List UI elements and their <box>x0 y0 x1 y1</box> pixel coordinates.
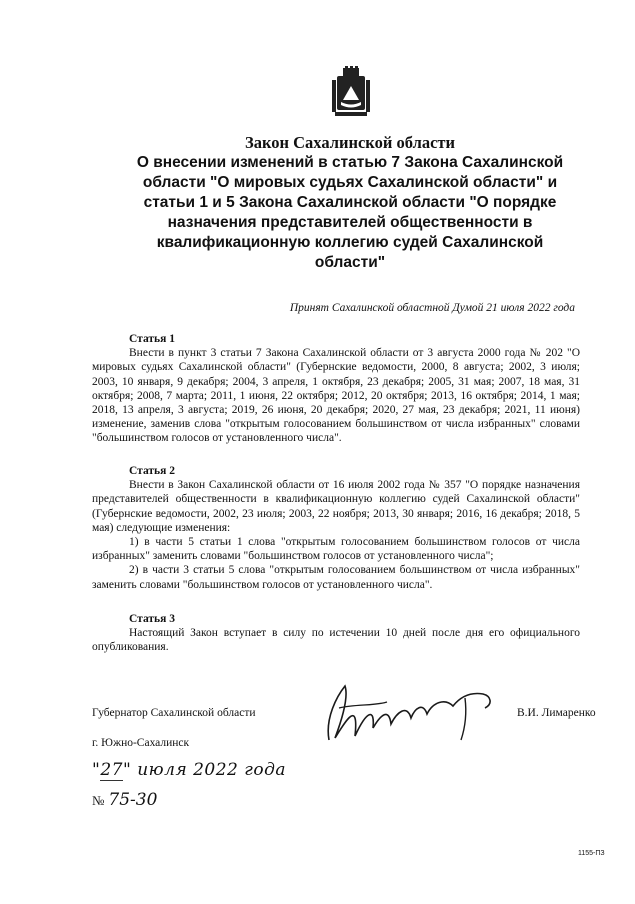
article-1 <box>92 332 580 446</box>
article-paragraph: Внести в Закон Сахалинской области от 16 июля 2002 года № 357 "О порядке назначения представителей общественности в квалификационную коллегию судей Сахалинской области" (Губернские ведомости, 2002, 23 июля; 2003, 22 ноября; 2013, 30 января; 2016, 16 декабря; 2018, 5 мая) следующие изменения: <box>92 479 580 534</box>
article-heading: Статья 2 <box>129 465 175 477</box>
article-paragraph: Настоящий Закон вступает в силу по истечении 10 дней после дня его официального опубликования. <box>92 627 580 654</box>
governor-position: Губернатор Сахалинской области <box>92 707 256 719</box>
article-heading: Статья 1 <box>129 333 175 345</box>
article-paragraph: 1) в части 5 статьи 1 слова "открытым голосованием большинством голосов от числа избранных" заменить словами "большинством голосов от установленного числа"; <box>92 536 580 563</box>
law-number <box>92 790 157 810</box>
number-value: 75-30 <box>108 790 158 810</box>
city: г. Южно-Сахалинск <box>92 737 190 749</box>
date-quote-open: " <box>92 760 101 780</box>
article-paragraph: 2) в части 3 статьи 5 слова "открытым голосованием большинством от числа избранных" заменить словами "большинством голосов от установленного числа". <box>92 564 580 591</box>
article-heading: Статья 3 <box>129 613 175 625</box>
law-title-line1: Закон Сахалинской области <box>244 133 456 152</box>
number-label: № <box>92 793 105 808</box>
article-2 <box>92 464 580 592</box>
date-quote-close: " <box>122 760 132 780</box>
date-day: 27 <box>100 760 123 780</box>
governor-name: В.И. Лимаренко <box>517 707 596 719</box>
adopted-note: Принят Сахалинской областной Думой 21 июля 2022 года <box>289 302 575 314</box>
date-rest: июля 2022 года <box>137 760 287 780</box>
coat-of-arms-icon <box>331 66 371 118</box>
article-3 <box>92 612 580 655</box>
handwritten-signature-icon <box>315 678 500 748</box>
law-title <box>120 133 580 273</box>
article-paragraph: Внести в пункт 3 статьи 7 Закона Сахалинской области от 3 августа 2000 года № 202 "О мировых судьях Сахалинской области" (Губернские ведомости, 2000, 8 августа; 2002, 3 июля; 2003, 10 января, 9 декабря; 2004, 3 апреля, 1 октября, 23 декабря; 2005, 31 мая; 2007, 18 мая, 31 октября; 2008, 7 марта; 2011, 1 июня, 22 октября; 2012, 20 октября; 2013, 16 октября; 2014, 1 мая; 2018, 13 апреля, 3 августа; 2019, 26 июня, 20 декабря; 2020, 27 мая, 23 декабря; 2021, 11 июня) изменение, заменив слова "открытым голосованием большинством от числа избранных" словами "большинством голосов от установленного числа". <box>92 347 580 445</box>
footer-code: 1155-ПЗ <box>578 850 605 857</box>
law-title-rest: О внесении изменений в статью 7 Закона Сахалинской области "О мировых судьях Сахалинской области" и статьи 1 и 5 Закона Сахалинской области "О порядке назначения представителей общественности в квалификационную коллегию судей Сахалинской области" <box>136 154 564 271</box>
signing-date <box>92 760 286 781</box>
